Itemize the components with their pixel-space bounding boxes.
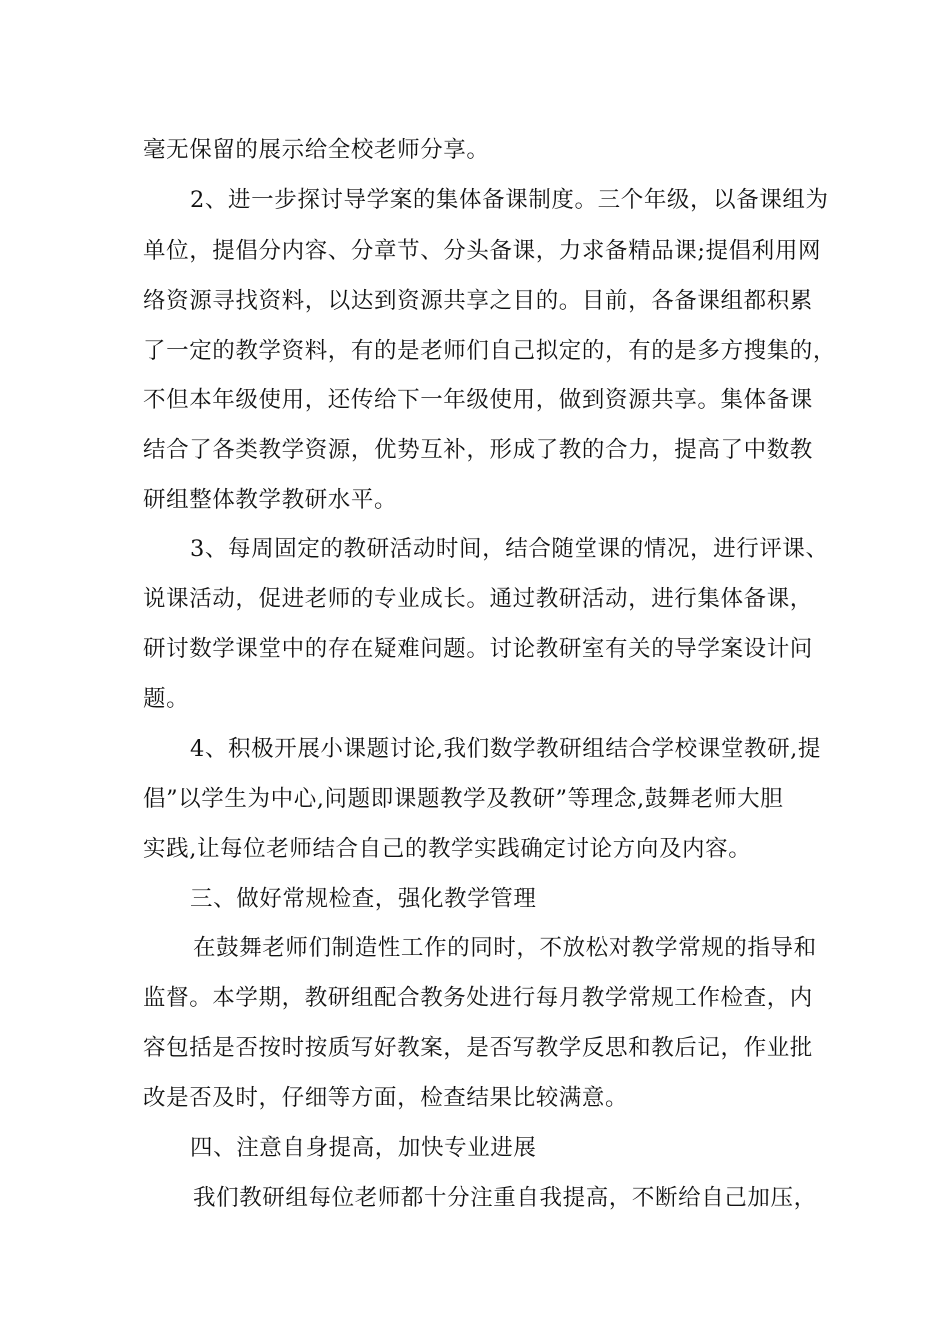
text-line: 不但本年级使用，还传给下一年级使用，做到资源共享。集体备课	[143, 387, 813, 413]
text-line: 3、每周固定的教研活动时间，结合随堂课的情况，进行评课、	[190, 536, 829, 562]
text-line: 改是否及时，仔细等方面，检查结果比较满意。	[143, 1085, 629, 1111]
text-line: 络资源寻找资料，以达到资源共享之目的。目前，各备课组都积累	[143, 288, 813, 314]
section-heading: 四、注意自身提高，加快专业进展	[190, 1135, 537, 1161]
text-line: 了一定的教学资料，有的是老师们自己拟定的，有的是多方搜集的，	[143, 338, 837, 364]
text-line: 我们教研组每位老师都十分注重自我提高，不断给自己加压，	[193, 1185, 817, 1211]
text-line: 研讨数学课堂中的存在疑难问题。讨论教研室有关的导学案设计问	[143, 636, 813, 662]
text-line: 结合了各类教学资源，优势互补，形成了教的合力，提高了中数教	[143, 437, 813, 463]
text-line: 单位，提倡分内容、分章节、分头备课，力求备精品课;提倡利用网	[143, 238, 822, 264]
text-line: 研组整体教学教研水平。	[143, 487, 398, 513]
text-line: 说课活动，促进老师的专业成长。通过教研活动，进行集体备课，	[143, 586, 813, 612]
text-line: 容包括是否按时按质写好教案，是否写教学反思和教后记，作业批	[143, 1035, 813, 1061]
text-line: 监督。本学期，教研组配合教务处进行每月教学常规工作检查，内	[143, 985, 813, 1011]
text-line: 题。	[143, 686, 190, 712]
text-line: 4、积极开展小课题讨论,我们数学教研组结合学校课堂教研,提	[190, 736, 822, 762]
text-line: 毫无保留的展示给全校老师分享。	[143, 137, 490, 163]
text-line: 2、进一步探讨导学案的集体备课制度。三个年级，以备课组为	[190, 187, 829, 213]
text-line: 在鼓舞老师们制造性工作的同时，不放松对教学常规的指导和	[193, 935, 817, 961]
text-line: 倡”以学生为中心,问题即课题教学及教研”等理念,鼓舞老师大胆	[143, 786, 784, 812]
text-line: 实践,让每位老师结合自己的教学实践确定讨论方向及内容。	[143, 836, 752, 862]
section-heading: 三、做好常规检查，强化教学管理	[190, 886, 537, 912]
